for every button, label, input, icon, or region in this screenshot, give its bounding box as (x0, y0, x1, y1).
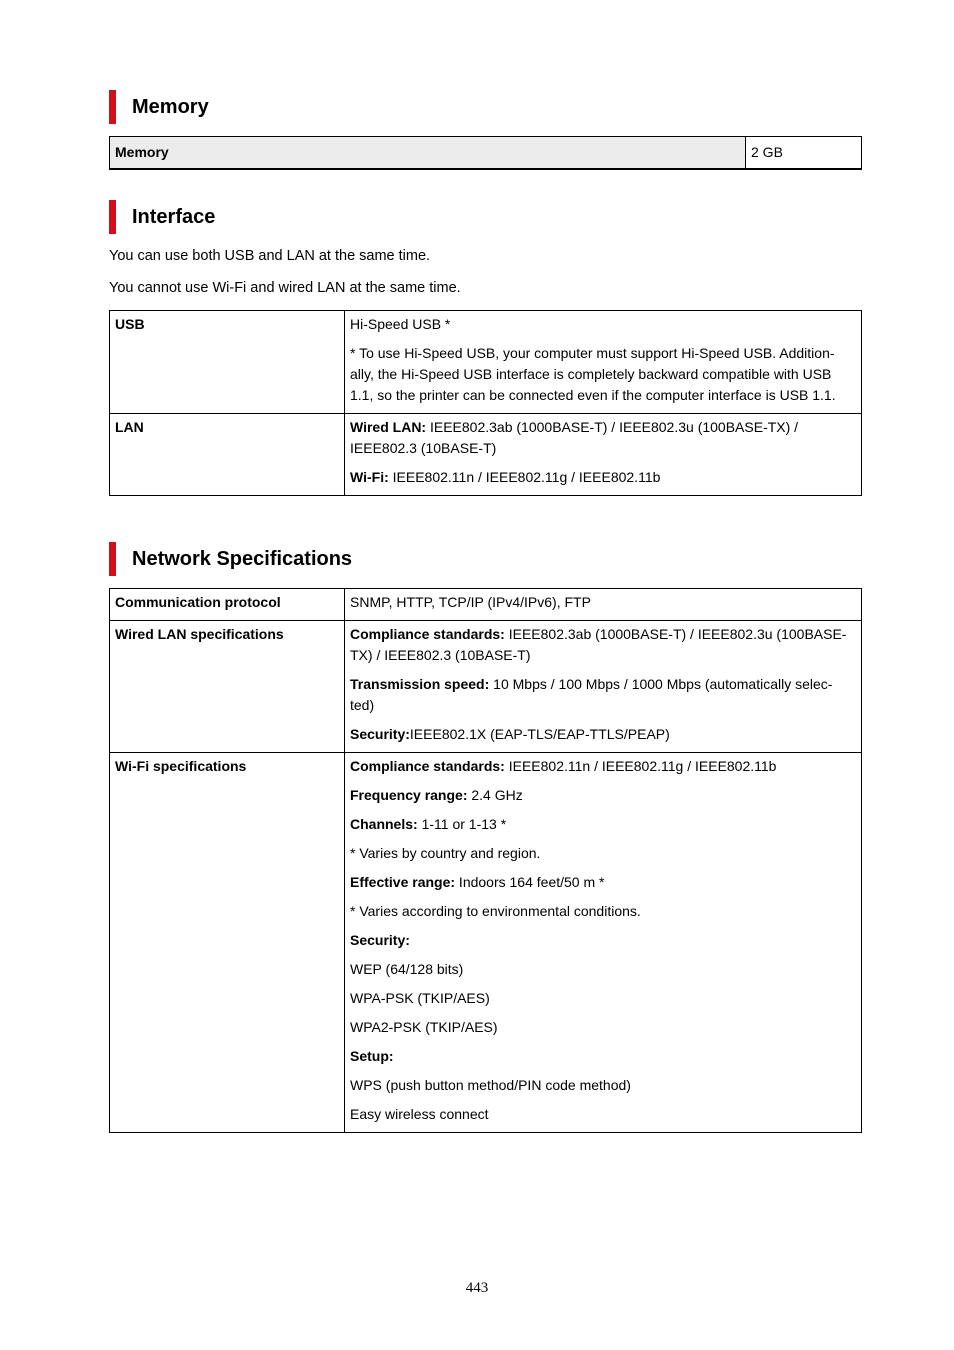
wired-key: Wired LAN specifications (110, 621, 345, 753)
wifi-security-item: WPA-PSK (TKIP/AES) (350, 990, 490, 1006)
interface-heading (109, 200, 215, 234)
memory-heading (109, 90, 209, 124)
wifi-frequency (350, 785, 856, 806)
wifi-key: Wi-Fi specifications (110, 753, 345, 1133)
table-row (110, 621, 862, 753)
network-table (109, 588, 862, 1133)
wifi-range-note: * Varies according to environmental conditions. (350, 903, 641, 919)
wifi-security-item: WEP (64/128 bits) (350, 961, 464, 977)
network-heading-text: Network Specifications (132, 547, 353, 570)
table-row (110, 753, 862, 1133)
memory-key: Memory (110, 137, 746, 170)
wifi-compliance (350, 756, 856, 777)
wired-speed-label: Transmission speed: (350, 676, 490, 692)
heading-accent-bar (109, 542, 116, 576)
interface-heading-text: Interface (132, 205, 216, 228)
wired-compliance-value: IEEE802.3ab (1000BASE-T) / IEEE802.3u (100BASE-TX) / IEEE802.3 (10BASE-T) (350, 626, 847, 663)
wifi-channels-note: * Varies by country and region. (350, 845, 541, 861)
usb-note: * To use Hi-Speed USB, your computer must support Hi-Speed USB. Addition-ally, the Hi-Speed USB interface is completely backward compatible with USB 1.1, so the printer can be connected even if the computer interface is USB 1.1. (350, 345, 836, 403)
wired-security-value: IEEE802.1X (EAP-TLS/EAP-TTLS/PEAP) (409, 726, 670, 742)
wifi-setup-item: Easy wireless connect (350, 1106, 489, 1122)
wired-security-label: Security: (350, 726, 410, 742)
lan-wifi-label: Wi-Fi: (350, 469, 389, 485)
wifi-security-label: Security: (350, 932, 410, 948)
table-row (110, 137, 862, 170)
usb-line: Hi-Speed USB * (350, 316, 451, 332)
wifi-security-item: WPA2-PSK (TKIP/AES) (350, 1019, 498, 1035)
heading-accent-bar (109, 90, 116, 124)
wifi-channels-value: 1-11 or 1-13 * (417, 816, 507, 832)
lan-key: LAN (110, 414, 345, 496)
page-number: 443 (465, 1280, 489, 1296)
usb-key: USB (110, 311, 345, 414)
table-row (110, 589, 862, 621)
wired-speed (350, 674, 856, 716)
wired-security (350, 724, 856, 745)
wifi-channels (350, 814, 856, 835)
wired-speed-value: 10 Mbps / 100 Mbps / 1000 Mbps (automatically selec-ted) (350, 676, 833, 713)
wifi-value (345, 753, 862, 1133)
protocol-line: SNMP, HTTP, TCP/IP (IPv4/IPv6), FTP (350, 594, 591, 610)
lan-wired-label: Wired LAN: (350, 419, 427, 435)
wired-compliance (350, 624, 856, 666)
interface-table (109, 310, 862, 496)
network-heading (109, 542, 352, 576)
wired-value (345, 621, 862, 753)
protocol-value (345, 589, 862, 621)
protocol-key: Communication protocol (110, 589, 345, 621)
wired-compliance-label: Compliance standards: (350, 626, 505, 642)
wifi-frequency-label: Frequency range: (350, 787, 468, 803)
wifi-frequency-value: 2.4 GHz (467, 787, 523, 803)
table-row (110, 414, 862, 496)
interface-para-2: You cannot use Wi-Fi and wired LAN at the same time. (109, 280, 461, 296)
wifi-setup-item: WPS (push button method/PIN code method) (350, 1077, 631, 1093)
lan-wifi-line (350, 467, 856, 488)
wifi-compliance-label: Compliance standards: (350, 758, 505, 774)
lan-value (345, 414, 862, 496)
memory-heading-text: Memory (132, 95, 209, 118)
wifi-compliance-value: IEEE802.11n / IEEE802.11g / IEEE802.11b (504, 758, 777, 774)
wifi-range-label: Effective range: (350, 874, 456, 890)
memory-value: 2 GB (746, 137, 862, 170)
lan-wired-value: IEEE802.3ab (1000BASE-T) / IEEE802.3u (100BASE-TX) / IEEE802.3 (10BASE-T) (350, 419, 799, 456)
wifi-range (350, 872, 856, 893)
lan-wired-line (350, 417, 856, 459)
wifi-setup-label: Setup: (350, 1048, 394, 1064)
table-row (110, 311, 862, 414)
wifi-range-value: Indoors 164 feet/50 m * (455, 874, 605, 890)
memory-table (109, 136, 862, 170)
usb-value (345, 311, 862, 414)
heading-accent-bar (109, 200, 116, 234)
lan-wifi-value: IEEE802.11n / IEEE802.11g / IEEE802.11b (388, 469, 661, 485)
interface-para-1: You can use both USB and LAN at the same time. (109, 248, 431, 264)
wifi-channels-label: Channels: (350, 816, 418, 832)
